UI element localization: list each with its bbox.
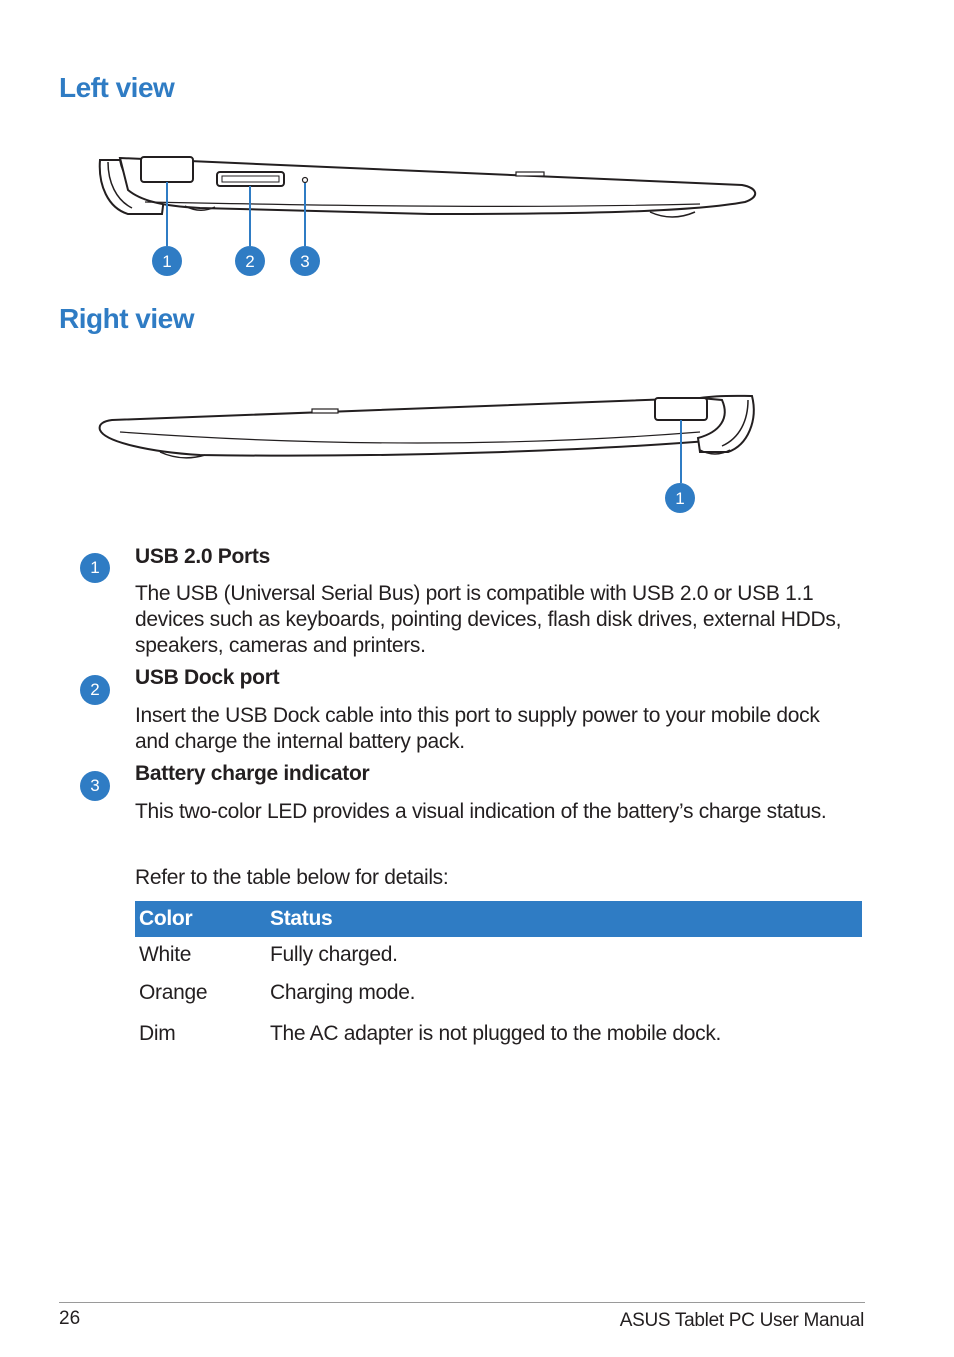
table-header-row [135, 901, 862, 937]
right-view-heading: Right view [59, 303, 195, 334]
item-title: USB 2.0 Ports [135, 545, 270, 568]
usb-dock-port-inner [222, 176, 279, 182]
table-header-status: Status [266, 901, 862, 937]
table-cell-status: The AC adapter is not plugged to the mobile dock. [270, 1022, 722, 1045]
table-cell-color: White [139, 943, 192, 966]
left-view-heading: Left view [59, 72, 175, 103]
page-number: 26 [59, 1308, 81, 1329]
table-header-color: Color [135, 901, 266, 937]
table-cell-color: Dim [139, 1022, 176, 1045]
tablet-body [100, 398, 732, 456]
table-row [135, 937, 862, 973]
callout-number: 3 [300, 252, 310, 271]
item-description: The USB (Universal Serial Bus) port is compatible with USB 2.0 or USB 1.1 devices such as keyboards, pointing devices, flash disk drives, external HDDs, speakers, cameras and printers. [135, 582, 842, 657]
table-cell-status: Fully charged. [270, 943, 398, 966]
refer-text: Refer to the table below for details: [135, 866, 449, 889]
footer-title: ASUS Tablet PC User Manual [619, 1310, 864, 1331]
item-description: This two-color LED provides a visual indication of the battery’s charge status. [135, 800, 827, 823]
battery-led-shape [303, 178, 308, 183]
tablet-right-side-illustration [0, 380, 954, 520]
table-row [135, 973, 862, 1013]
item-title: Battery charge indicator [135, 762, 370, 785]
callout-number: 2 [245, 252, 255, 271]
tablet-body [120, 158, 755, 214]
table-cell-color: Orange [139, 981, 208, 1004]
item-number-badge: 1 [80, 553, 110, 583]
item-title: USB Dock port [135, 666, 280, 689]
item-description: Insert the USB Dock cable into this port to supply power to your mobile dock and charge the internal battery pack. [135, 704, 820, 753]
foot [650, 212, 695, 217]
usb-port-shape [655, 398, 707, 420]
top-button [516, 172, 544, 176]
item-number-badge: 3 [80, 771, 110, 801]
callout-number: 1 [162, 252, 172, 271]
top-button [312, 409, 338, 413]
led-status-table [135, 901, 862, 1055]
table-cell-status: Charging mode. [270, 981, 416, 1004]
callout-number: 1 [675, 489, 685, 508]
table-row [135, 1013, 862, 1055]
item-number-badge: 2 [80, 675, 110, 705]
usb-port-shape [141, 157, 193, 182]
tablet-left-side-illustration [0, 140, 954, 290]
footer-divider [59, 1302, 865, 1303]
